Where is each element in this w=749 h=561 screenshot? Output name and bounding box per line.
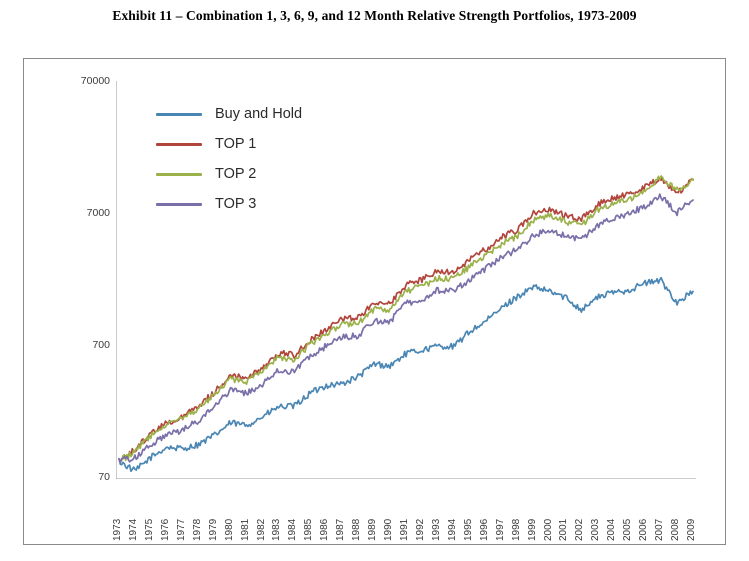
legend-label: Buy and Hold [215, 106, 303, 122]
x-tick-label: 1981 [239, 518, 251, 541]
x-tick-label: 2004 [606, 518, 618, 541]
legend-swatch [156, 203, 202, 206]
x-tick-label: 2002 [574, 518, 586, 541]
x-tick-label: 2001 [558, 518, 570, 541]
legend-label: TOP 1 [215, 136, 257, 152]
y-tick-label: 70 [98, 471, 110, 483]
x-tick-label: 1978 [191, 518, 203, 541]
legend-item-top-3 [156, 189, 376, 219]
x-tick-label: 1982 [255, 518, 267, 541]
legend-label: TOP 3 [215, 196, 257, 212]
legend-swatch [156, 173, 202, 176]
x-tick-label: 1999 [526, 518, 538, 541]
x-tick-label: 1979 [207, 518, 219, 541]
series-line-buy-and-hold [119, 278, 693, 471]
series-line-top-3 [119, 194, 693, 463]
x-tick-label: 1991 [399, 518, 410, 541]
x-tick-label: 1992 [414, 518, 426, 541]
y-axis-ticks [64, 75, 110, 483]
x-tick-label: 2009 [686, 518, 697, 541]
x-tick-label: 1997 [494, 518, 506, 541]
x-tick-label: 1973 [112, 518, 123, 541]
x-tick-label: 2008 [670, 518, 682, 541]
y-tick-label: 7000 [86, 207, 110, 219]
x-tick-label: 1986 [319, 518, 331, 541]
legend-swatch [156, 143, 202, 146]
x-tick-label: 1987 [335, 518, 347, 541]
chart-legend [156, 99, 376, 219]
legend-label: TOP 2 [215, 166, 257, 182]
x-tick-label: 1975 [143, 518, 155, 541]
legend-swatch [156, 113, 202, 116]
x-tick-label: 1980 [223, 518, 235, 541]
chart-frame [23, 58, 726, 545]
page-title: Exhibit 11 – Combination 1, 3, 6, 9, and 12 Month Relative Strength Portfolios, 1973-2009 [112, 8, 637, 23]
series-group [119, 176, 693, 471]
x-tick-label: 1998 [510, 518, 522, 541]
x-tick-label: 1976 [159, 518, 171, 541]
x-tick-label: 1974 [127, 518, 139, 541]
x-tick-label: 2003 [590, 518, 602, 541]
x-tick-label: 1984 [287, 518, 299, 541]
x-tick-label: 1983 [271, 518, 283, 541]
plot-wrapper [24, 59, 727, 546]
x-tick-label: 2005 [622, 518, 634, 541]
legend-item-top-2 [156, 159, 376, 189]
x-tick-label: 1994 [446, 518, 458, 541]
x-tick-label: 1989 [367, 518, 379, 541]
x-tick-label: 1995 [462, 518, 474, 541]
x-tick-label: 2006 [638, 518, 650, 541]
y-tick-label: 70000 [80, 75, 110, 87]
x-tick-label: 2000 [542, 518, 554, 541]
x-tick-label: 1990 [383, 518, 395, 541]
x-tick-label: 1977 [175, 518, 187, 541]
x-tick-label: 1996 [478, 518, 490, 541]
x-tick-label: 1985 [303, 518, 315, 541]
x-tick-label: 1993 [430, 518, 442, 541]
legend-item-top-1 [156, 129, 376, 159]
x-tick-label: 2007 [654, 518, 666, 541]
legend-item-buy-and-hold [156, 99, 376, 129]
x-axis-ticks [112, 481, 697, 543]
x-tick-label: 1988 [351, 518, 363, 541]
y-tick-label: 700 [92, 339, 110, 351]
